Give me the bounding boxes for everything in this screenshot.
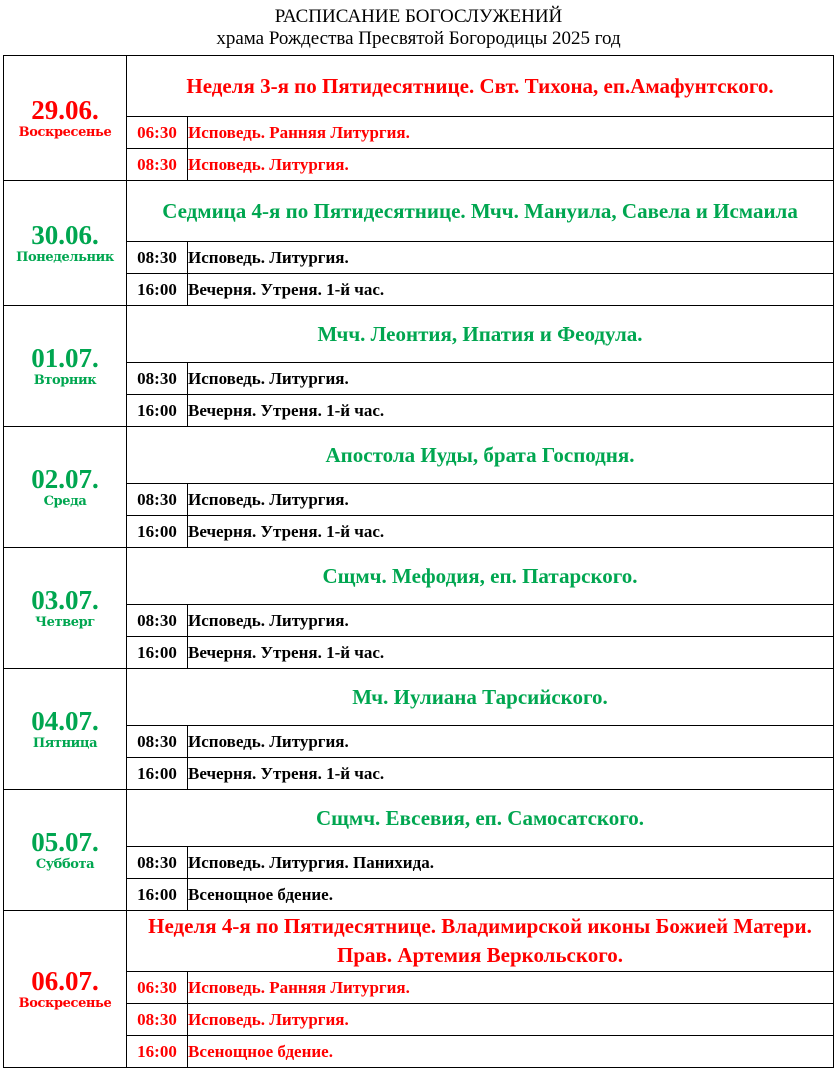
day-title-row bbox=[4, 306, 834, 363]
service-row bbox=[4, 1036, 834, 1068]
service-row bbox=[4, 879, 834, 911]
day-title: Апостола Иуды, брата Господня. bbox=[127, 427, 834, 484]
service-time: 16:00 bbox=[127, 758, 188, 790]
service-row bbox=[4, 363, 834, 395]
service-row bbox=[4, 637, 834, 669]
service-time: 08:30 bbox=[127, 363, 188, 395]
schedule-title: РАСПИСАНИЕ БОГОСЛУЖЕНИЙ bbox=[274, 6, 563, 27]
day-title: Неделя 3-я по Пятидесятнице. Свт. Тихона, еп.Амафунтского. bbox=[127, 56, 834, 117]
day-weekday: Воскресенье bbox=[18, 125, 112, 140]
service-desc: Всенощное бдение. bbox=[188, 1036, 834, 1068]
service-desc: Исповедь. Ранняя Литургия. bbox=[188, 117, 834, 149]
service-desc: Исповедь. Литургия. bbox=[188, 484, 834, 516]
service-desc: Вечерня. Утреня. 1-й час. bbox=[188, 395, 834, 427]
service-time: 08:30 bbox=[127, 484, 188, 516]
day-date: 03.07. bbox=[31, 585, 99, 615]
date-cell bbox=[4, 669, 127, 790]
service-time: 08:30 bbox=[127, 242, 188, 274]
date-cell bbox=[4, 56, 127, 181]
service-desc: Исповедь. Литургия. bbox=[188, 149, 834, 181]
day-title: Мчч. Леонтия, Ипатия и Феодула. bbox=[127, 306, 834, 363]
date-cell bbox=[4, 911, 127, 1068]
service-desc: Вечерня. Утреня. 1-й час. bbox=[188, 637, 834, 669]
day-weekday: Пятница bbox=[32, 736, 98, 751]
service-row bbox=[4, 274, 834, 306]
day-date: 01.07. bbox=[31, 343, 99, 373]
date-cell bbox=[4, 548, 127, 669]
day-date: 05.07. bbox=[31, 827, 99, 857]
day-weekday: Четверг bbox=[35, 615, 95, 630]
day-date: 30.06. bbox=[31, 220, 99, 250]
day-date: 02.07. bbox=[31, 464, 99, 494]
service-time: 16:00 bbox=[127, 879, 188, 911]
day-title-row bbox=[4, 181, 834, 242]
service-row bbox=[4, 726, 834, 758]
service-row bbox=[4, 242, 834, 274]
date-cell bbox=[4, 427, 127, 548]
day-title-row bbox=[4, 56, 834, 117]
service-desc: Исповедь. Литургия. Панихида. bbox=[188, 847, 834, 879]
service-desc: Вечерня. Утреня. 1-й час. bbox=[188, 758, 834, 790]
service-row bbox=[4, 516, 834, 548]
date-cell bbox=[4, 306, 127, 427]
day-title: Сщмч. Мефодия, еп. Патарского. bbox=[127, 548, 834, 605]
service-time: 16:00 bbox=[127, 516, 188, 548]
day-title: Мч. Иулиана Тарсийского. bbox=[127, 669, 834, 726]
service-time: 08:30 bbox=[127, 1004, 188, 1036]
service-desc: Исповедь. Литургия. bbox=[188, 363, 834, 395]
day-title: Неделя 4-я по Пятидесятнице. Владимирской иконы Божией Матери. Прав. Артемия Веркольского. bbox=[127, 911, 834, 972]
service-desc: Вечерня. Утреня. 1-й час. bbox=[188, 516, 834, 548]
service-time: 16:00 bbox=[127, 1036, 188, 1068]
date-cell bbox=[4, 181, 127, 306]
schedule-subtitle: храма Рождества Пресвятой Богородицы 2025 год bbox=[216, 28, 621, 49]
date-cell bbox=[4, 790, 127, 911]
service-time: 08:30 bbox=[127, 847, 188, 879]
day-weekday: Суббота bbox=[35, 857, 95, 872]
service-row bbox=[4, 972, 834, 1004]
day-title-row bbox=[4, 548, 834, 605]
service-time: 06:30 bbox=[127, 972, 188, 1004]
service-row bbox=[4, 395, 834, 427]
service-time: 08:30 bbox=[127, 726, 188, 758]
day-title-row bbox=[4, 427, 834, 484]
service-row bbox=[4, 1004, 834, 1036]
service-row bbox=[4, 758, 834, 790]
service-desc: Исповедь. Литургия. bbox=[188, 242, 834, 274]
service-row bbox=[4, 484, 834, 516]
service-time: 08:30 bbox=[127, 149, 188, 181]
service-desc: Исповедь. Ранняя Литургия. bbox=[188, 972, 834, 1004]
day-title: Седмица 4-я по Пятидесятнице. Мчч. Мануила, Савела и Исмаила bbox=[127, 181, 834, 242]
day-title: Сщмч. Евсевия, еп. Самосатского. bbox=[127, 790, 834, 847]
service-desc: Всенощное бдение. bbox=[188, 879, 834, 911]
service-time: 06:30 bbox=[127, 117, 188, 149]
service-row bbox=[4, 605, 834, 637]
service-desc: Исповедь. Литургия. bbox=[188, 1004, 834, 1036]
day-weekday: Воскресенье bbox=[18, 996, 112, 1011]
day-date: 04.07. bbox=[31, 706, 99, 736]
day-weekday: Среда bbox=[43, 494, 87, 509]
schedule-table bbox=[3, 55, 834, 1068]
day-date: 29.06. bbox=[31, 95, 99, 125]
service-row bbox=[4, 117, 834, 149]
schedule-header bbox=[0, 6, 837, 50]
service-time: 16:00 bbox=[127, 274, 188, 306]
day-date: 06.07. bbox=[31, 966, 99, 996]
day-title-row bbox=[4, 911, 834, 972]
service-row bbox=[4, 847, 834, 879]
day-title-row bbox=[4, 790, 834, 847]
service-desc: Исповедь. Литургия. bbox=[188, 726, 834, 758]
day-title-row bbox=[4, 669, 834, 726]
service-time: 16:00 bbox=[127, 637, 188, 669]
service-desc: Исповедь. Литургия. bbox=[188, 605, 834, 637]
service-desc: Вечерня. Утреня. 1-й час. bbox=[188, 274, 834, 306]
service-time: 08:30 bbox=[127, 605, 188, 637]
day-weekday: Вторник bbox=[33, 373, 97, 388]
service-row bbox=[4, 149, 834, 181]
service-time: 16:00 bbox=[127, 395, 188, 427]
day-weekday: Понедельник bbox=[16, 250, 114, 265]
